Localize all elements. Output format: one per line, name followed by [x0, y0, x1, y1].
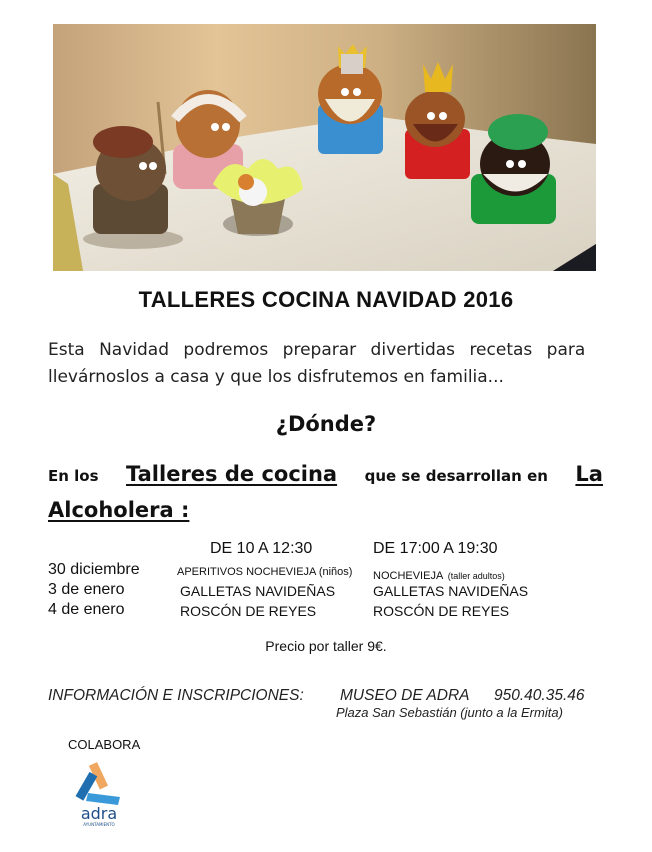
schedule-row-0-afternoon-note: (taller adultos) [447, 571, 505, 581]
venue-prefix: En los [48, 467, 99, 485]
schedule-row-1-date: 3 de enero [48, 581, 125, 598]
sponsor-label: COLABORA [68, 737, 141, 752]
schedule-row-2-date: 4 de enero [48, 601, 125, 618]
info-address: Plaza San Sebastián (junto a la Ermita) [336, 705, 563, 720]
venue-line-2 [48, 493, 603, 529]
schedule-row-2-morning: ROSCÓN DE REYES [180, 603, 317, 619]
intro-line-2: llevárnoslos a casa y que los disfrutemos en familia... [48, 367, 504, 387]
venue-line-1 [48, 457, 603, 493]
intro-text [48, 337, 600, 391]
venue-middle: que se desarrollan en [364, 467, 548, 485]
adra-logo [72, 760, 126, 828]
venue-type: Talleres de cocina [126, 462, 338, 486]
schedule-col-afternoon: DE 17:00 A 19:30 [373, 540, 498, 557]
poster-title: TALLERES COCINA NAVIDAD 2016 [138, 287, 514, 312]
schedule-col-morning: DE 10 A 12:30 [210, 540, 313, 557]
info-label: INFORMACIÓN E INSCRIPCIONES: [48, 687, 304, 704]
schedule-row-0-morning: APERITIVOS NOCHEVIEJA (niños) [177, 566, 353, 578]
schedule-row-0-afternoon [373, 566, 505, 584]
venue-name-part1: La [575, 462, 603, 486]
intro-line-1-text: Esta Navidad podremos preparar divertidas recetas para [48, 340, 586, 360]
schedule-row-2-afternoon: ROSCÓN DE REYES [373, 603, 510, 619]
adra-logo-text: adra [80, 804, 118, 823]
intro-line-1 [48, 337, 600, 364]
price-text: Precio por taller 9€. [265, 638, 387, 654]
venue-text [48, 457, 603, 529]
schedule-row-0-date: 30 diciembre [48, 561, 140, 578]
schedule-row-1-morning: GALLETAS NAVIDEÑAS [180, 583, 336, 599]
venue-name-part2: Alcoholera : [48, 498, 190, 522]
adra-logo-subtext: AYUNTAMIENTO [83, 822, 115, 827]
photo-scene [53, 24, 596, 271]
where-heading: ¿Dónde? [275, 412, 377, 436]
info-place: MUSEO DE ADRA [340, 687, 470, 704]
schedule-row-0-afternoon-main: NOCHEVIEJA [373, 570, 444, 582]
nativity-photo [53, 24, 596, 271]
schedule-row-1-afternoon: GALLETAS NAVIDEÑAS [373, 583, 529, 599]
info-phone: 950.40.35.46 [494, 687, 585, 704]
adra-logo-icon [72, 760, 126, 828]
